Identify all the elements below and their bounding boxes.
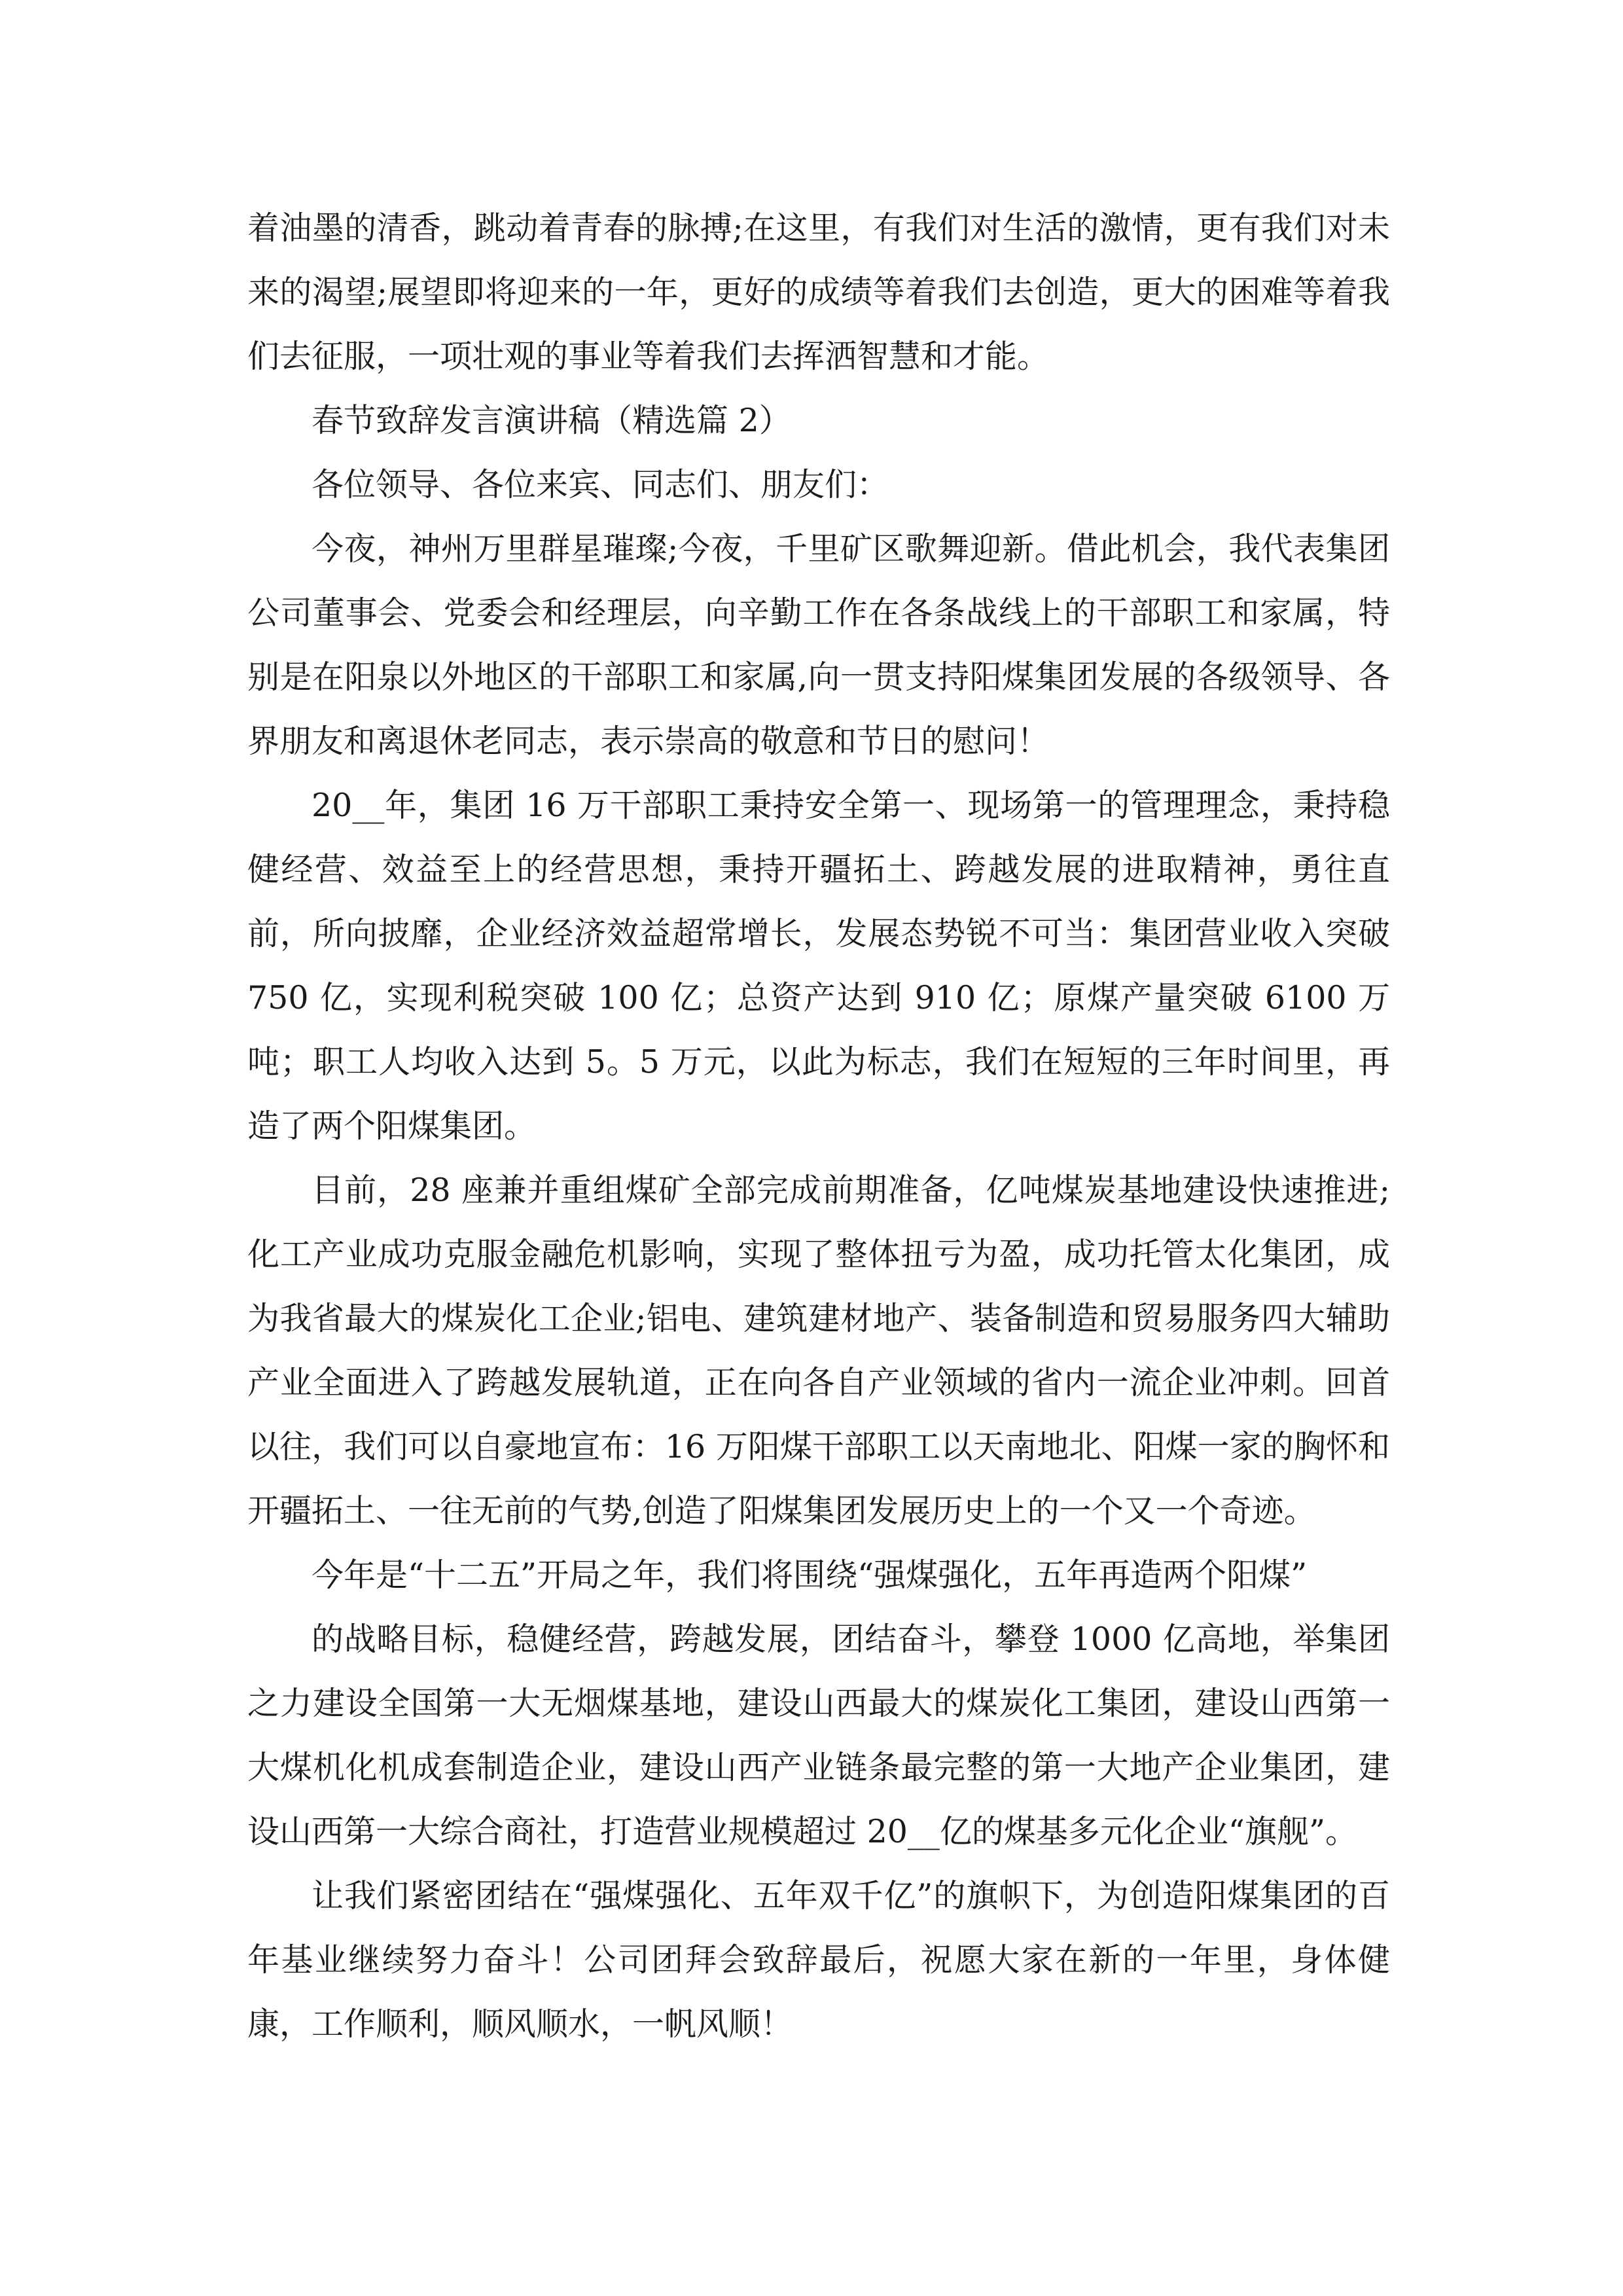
paragraph: 今年是“十二五”开局之年，我们将围绕“强煤强化，五年再造两个阳煤”	[312, 1556, 1308, 1594]
section-heading: 春节致辞发言演讲稿（精选篇 2）	[312, 402, 791, 439]
paragraph: 目前，28 座兼并重组煤矿全部完成前期准备，亿吨煤炭基地建设快速推进;化工产业成功克服金融危机影响，实现了整体扭亏为盈，成功托管太化集团，成为我省最大的煤炭化工企业;铝电、建筑建材地产、装备制造和贸易服务四大辅助产业全面进入了跨越发展轨道，正在向各自产业领域的省内一流企业冲刺。回首以往，我们可以自豪地宣布：16 万阳煤干部职工以天南地北、阳煤一家的胸怀和开疆拓土、一往无前的气势,创造了阳煤集团发展历史上的一个又一个奇迹。	[247, 1172, 1390, 1530]
paragraph-continuation: 着油墨的清香，跳动着青春的脉搏;在这里，有我们对生活的激情，更有我们对未来的渴望;展望即将迎来的一年，更好的成绩等着我们去创造，更大的困难等着我们去征服，一项壮观的事业等着我们去挥洒智慧和才能。	[247, 209, 1390, 375]
salutation-line: 各位领导、各位来宾、同志们、朋友们：	[312, 466, 889, 503]
paragraph: 20__年，集团 16 万干部职工秉持安全第一、现场第一的管理理念，秉持稳健经营、效益至上的经营思想，秉持开疆拓土、跨越发展的进取精神，勇往直前，所向披靡，企业经济效益超常增长，发展态势锐不可当：集团营业收入突破 750 亿，实现利税突破 100 亿；总资产达到 910 亿；原煤产量突破 6100 万吨；职工人均收入达到 5。5 万元，以此为标志，我们在短短的三年时间里，再造了两个阳煤集团。	[247, 787, 1390, 1145]
paragraph: 的战略目标，稳健经营，跨越发展，团结奋斗，攀登 1000 亿高地，举集团之力建设全国第一大无烟煤基地，建设山西最大的煤炭化工集团，建设山西第一大煤机化机成套制造企业，建设山西产业链条最完整的第一大地产企业集团，建设山西第一大综合商社，打造营业规模超过 20__亿的煤基多元化企业“旗舰”。	[247, 1621, 1390, 1850]
paragraph: 今夜，神州万里群星璀璨;今夜，千里矿区歌舞迎新。借此机会，我代表集团公司董事会、党委会和经理层，向辛勤工作在各条战线上的干部职工和家属，特别是在阳泉以外地区的干部职工和家属,向一贯支持阳煤集团发展的各级领导、各界朋友和离退休老同志，表示崇高的敬意和节日的慰问！	[247, 530, 1390, 760]
document-body	[247, 196, 1390, 2056]
paragraph: 让我们紧密团结在“强煤强化、五年双千亿”的旗帜下，为创造阳煤集团的百年基业继续努力奋斗！公司团拜会致辞最后，祝愿大家在新的一年里，身体健康，工作顺利，顺风顺水，一帆风顺！	[247, 1877, 1390, 2043]
